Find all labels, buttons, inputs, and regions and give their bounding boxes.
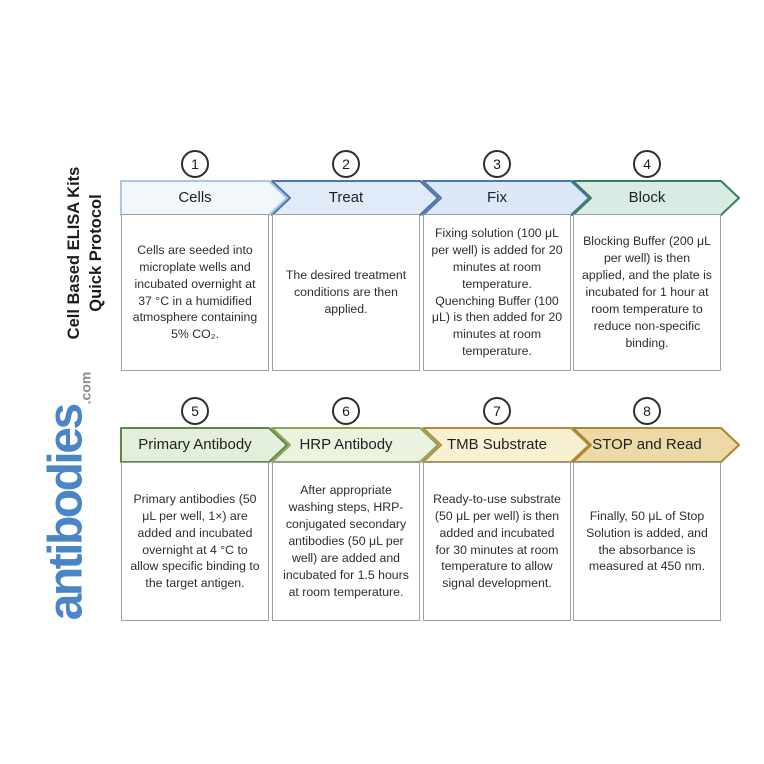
brand-logo-suffix: .com [77,371,94,405]
step-number-circle [181,150,209,178]
description-text: Primary antibodies (50 μL per well, 1×) are added and incubated overnight at 4 °C to allow specific binding to the target antigen. [130,491,260,591]
banner-label-hrp-antibody: HRP Antibody [299,436,393,453]
banner-label-tmb-substrate: TMB Substrate [446,436,548,453]
step-number-circle [332,397,360,425]
description-box-fix [423,214,571,371]
description-text: Fixing solution (100 μL per well) is added for 20 minutes at room temperature. Quenching Buffer (100 μL) is then added for 20 minutes at room temperature. [431,225,563,359]
step-number-circle [483,397,511,425]
description-box-hrp-antibody [272,462,420,621]
step-number: 6 [342,403,350,419]
step-number-circle [332,150,360,178]
step-number-circle [633,397,661,425]
step-number: 7 [493,403,501,419]
banner-label-cells: Cells [178,189,212,206]
step-number-circle [633,150,661,178]
step-number: 5 [191,403,199,419]
step-number: 2 [342,156,350,172]
step-number: 3 [493,156,501,172]
step-number-circle [483,150,511,178]
description-box-stop-and-read [573,462,721,621]
description-text: Finally, 50 μL of Stop Solution is added, and the absorbance is measured at 450 nm. [586,508,708,574]
description-text: Blocking Buffer (200 μL per well) is then applied, and the plate is incubated for 1 hour at room temperature to reduce non-specific binding. [582,234,712,350]
description-box-treat [272,214,420,371]
description-text: Ready-to-use substrate (50 μL per well) is then added and incubated for 30 minutes at room temperature to allow signal development. [433,491,561,591]
description-box-primary-antibody [121,462,269,621]
banner-label-stop-and-read: STOP and Read [592,436,702,453]
description-box-block [573,214,721,371]
description-box-cells [121,214,269,371]
banner-label-block: Block [628,189,666,206]
description-box-tmb-substrate [423,462,571,621]
description-text: Cells are seeded into microplate wells and incubated overnight at 37 °C in a humidified atmosphere containing 5% CO₂. [132,242,258,342]
banner-label-treat: Treat [328,189,364,206]
step-number: 4 [643,156,651,172]
description-text: The desired treatment conditions are then applied. [285,268,407,316]
title-line-2: Quick Protocol [87,194,105,312]
banner-label-fix: Fix [487,189,507,206]
banner-label-primary-antibody: Primary Antibody [138,436,252,453]
title-line-1: Cell Based ELISA Kits [65,166,83,340]
brand-logo [39,372,94,621]
description-text: After appropriate washing steps, HRP-conjugated secondary antibodies (50 μL per well) are added and incubated for 1.5 hours at room temperature. [283,483,409,599]
step-number-circle [181,397,209,425]
brand-logo-text: antibodies [39,405,93,621]
step-number: 1 [191,156,199,172]
step-number: 8 [643,403,651,419]
